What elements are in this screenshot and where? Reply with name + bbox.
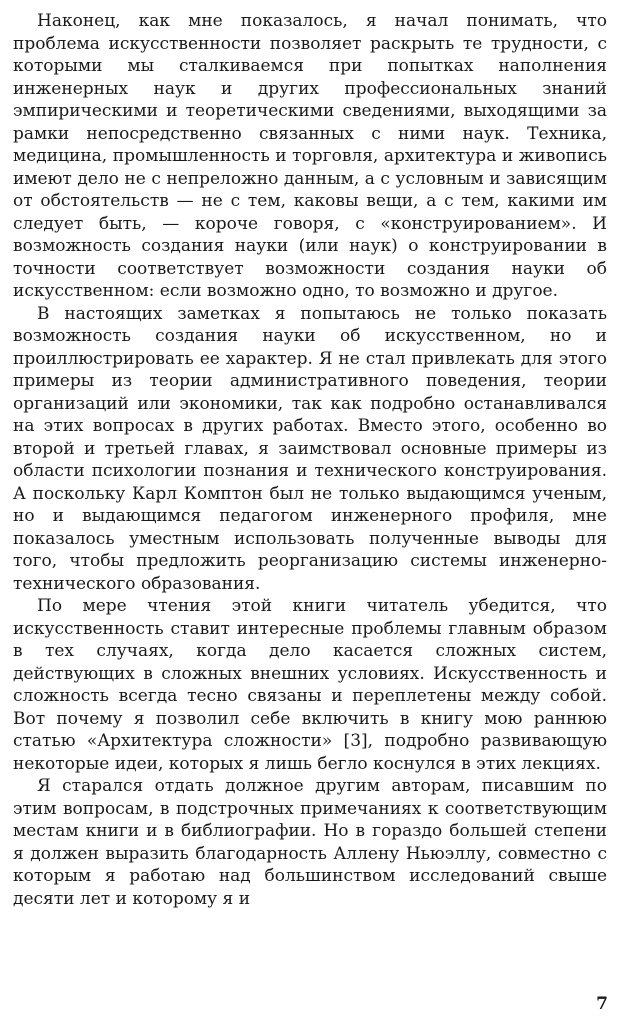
paragraph-3: По мере чтения этой книги читатель убедится, что искусственность ставит интересные проблемы главным образом в тех случаях, когда дело касается сложных систем, действующих в сложных внешних условиях. Искусственность и сложность всегда тесно связаны и переплетены между собой. Вот почему я позволил себе включить в книгу мою раннюю статью «Архитектура сложности» [3], подробно развивающую некоторые идеи, которых я лишь бегло коснулся в этих лекциях. (13, 596, 607, 774)
body-text (13, 10, 607, 910)
page-number: 7 (596, 994, 608, 1014)
paragraph-2: В настоящих заметках я попытаюсь не только показать возможность создания науки об искусственном, но и проиллюстрировать ее характер. Я не стал привлекать для этого примеры из теории административного поведения, теории организаций или экономики, так как подробно останавливался на этих вопросах в других работах. Вместо этого, особенно во второй и третьей главах, я заимствовал основные примеры из области психологии познания и технического конструирования. А поскольку Карл Комптон был не только выдающимся ученым, но и выдающимся педагогом инженерного профиля, мне показалось уместным использовать полученные выводы для того, чтобы предложить реорганизацию системы инженерно-технического образования. (13, 303, 607, 594)
paragraph-4: Я старался отдать должное другим авторам, писавшим по этим вопросам, в подстрочных примечаниях к соответствующим местам книги и в библиографии. Но в гораздо большей степени я должен выразить благодарность Аллену Ньюэллу, совместно с которым я работаю над большинством исследований свыше десяти лет и которому я и (13, 776, 607, 909)
paragraph-1: Наконец, как мне показалось, я начал понимать, что проблема искусственности позволяет раскрыть те трудности, с которыми мы сталкиваемся при попытках наполнения инженерных наук и других профессиональных знаний эмпирическими и теоретическими сведениями, выходящими за рамки непосредственно связанных с ними наук. Техника, медицина, промышленность и торговля, архитектура и живопись имеют дело не с непреложно данным, а с условным и зависящим от обстоятельств — не с тем, каковы вещи, а с тем, какими им следует быть, — короче говоря, с «конструированием». И возможность создания науки (или наук) о конструировании в точности соответствует возможности создания науки об искусственном: если возможно одно, то возможно и другое. (13, 11, 607, 301)
